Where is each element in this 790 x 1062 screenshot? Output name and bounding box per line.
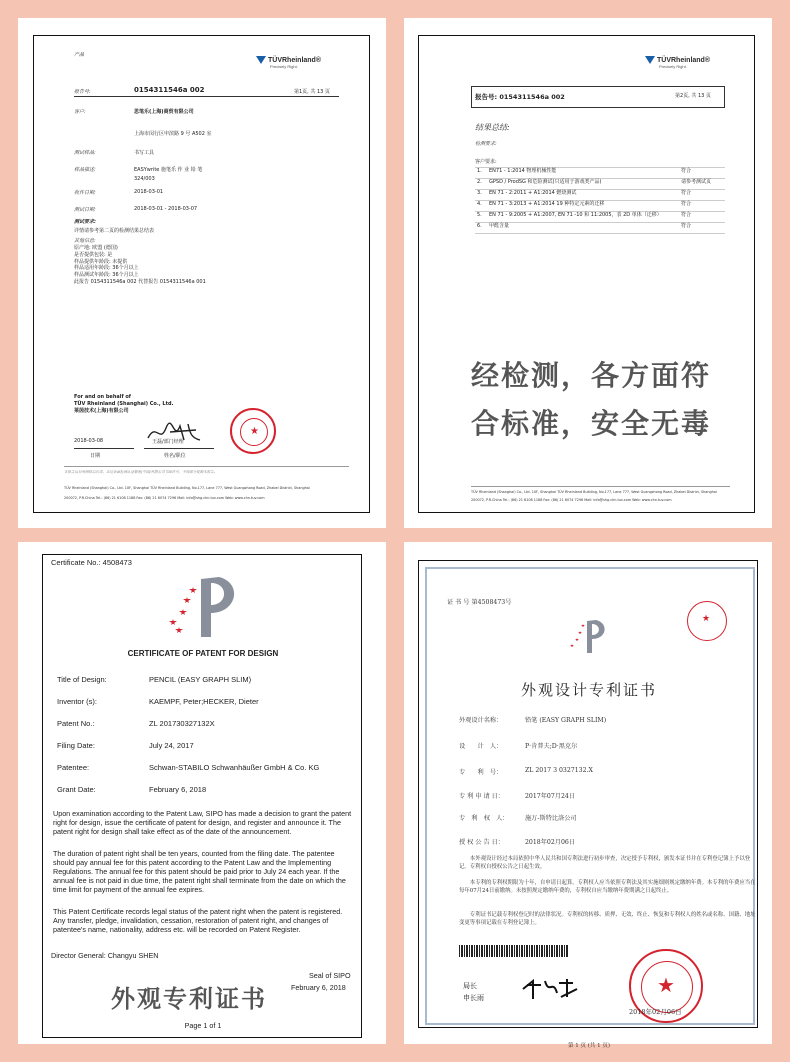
page-number: 第2页, 共 13 页 <box>675 93 711 99</box>
received-date: 2018-03-01 <box>134 189 164 195</box>
cert-paragraph-3: This Patent Certificate records legal status of the patent right when the patent is registered. Any transfer, pledge, invalidation, cessation, restoration of patent right, and changes of patentee's name, nationality, address etc. will be recorded on Patent Register. <box>53 907 343 934</box>
tuv-triangle-icon <box>256 56 266 64</box>
field-label: 授 权 公 告 日： <box>459 839 504 846</box>
table-row: 4. EN 71 - 3:2013 + A1:2014 19 种特定元素的迁移 符合 <box>475 200 725 211</box>
product-label: 产品 <box>74 52 85 58</box>
director: Director General: Changyu SHEN <box>51 951 159 960</box>
report-panel-2 <box>404 18 772 528</box>
cert-paragraph-1: 本外观设计经过本局依照中华人民共和国专利法进行初步审查，决定授予专利权，颁发本证书并在专利登记簿上予以登记。专利权自授权公告之日起生效。 <box>459 856 751 871</box>
page-number: 第1页, 共 13 页 <box>294 89 330 95</box>
seal-date: 2018年02月06日 <box>629 1008 682 1016</box>
national-seal: ★ <box>629 949 703 1023</box>
sipo-logo-icon <box>565 617 611 657</box>
cert-number: 证 书 号 第4508473号 <box>447 599 512 606</box>
seal: Seal of SIPO <box>309 971 351 980</box>
period-label: 测试日期: <box>74 207 96 213</box>
cert-paragraph-3: 专利证书记载专利权登记时的法律状况。专利权的转移、质押、无效、终止、恢复和专利权人的姓名或名称、国籍、地址变更等事项记载在专利登记簿上。 <box>459 912 756 927</box>
table-row: 1. EN71 - 1:2014 物理机械性能 符合 <box>475 167 725 178</box>
other-info-line: 是否提供包装: 是 <box>74 251 113 258</box>
received-label: 收件日期: <box>74 190 96 196</box>
test-period: 2018-03-01 - 2018-03-07 <box>134 206 198 212</box>
director-title: 局长 <box>463 982 477 990</box>
field-value: 2018年02月06日 <box>525 839 576 846</box>
report-panel-1 <box>18 18 386 528</box>
field-label: 专 利 号： <box>459 769 503 776</box>
section-label: 检测要求: <box>475 141 497 147</box>
test-item-label: 测试样品: <box>74 150 96 156</box>
field-value: PENCIL (EASY GRAPH SLIM) <box>149 675 252 684</box>
barcode <box>459 945 569 957</box>
field-label: Filing Date: <box>57 741 95 750</box>
report-no-label: 报告号: <box>74 89 91 95</box>
table-row: 5. EN 71 - 9:2005 + A1:2007, EN 71 -10 和 11:2005，表 2D 单体（迁移） 符合 <box>475 211 725 222</box>
tuv-logo: TÜVRheinland® Precisely Right. <box>645 56 710 69</box>
footer-divider <box>471 486 730 487</box>
divider <box>74 96 339 97</box>
field-label: 外观设计名称： <box>459 717 503 724</box>
summary-table <box>475 167 725 234</box>
other-info-label: 其他信息: <box>74 238 96 244</box>
other-info-line: 样品适用年龄段: 36个月以上 <box>74 265 139 272</box>
sample-code: 324/003 <box>134 176 155 182</box>
footer-note: 本报告仅对所测样品负责。未经莱茵检测认证服务(中国)有限公司书面许可，不得部分复制本报告。 <box>64 470 218 474</box>
field-value: KAEMPF, Peter;HECKER, Dieter <box>149 697 259 706</box>
cert-en-page <box>42 554 362 1038</box>
cert-paragraph-2: The duration of patent right shall be ten years, counted from the filing date. The patentee should pay annual fee for this patent according to the Patent Law and the Implementing Regulations. The annual fee for this patent should be paid prior to July 24 each year. If the annual fee is not paid in due time, the patent right shall terminate from the date on which the time limit for payment of the annual fee expires. <box>53 849 346 894</box>
big-chinese-title: 外观专利证书 <box>111 985 267 1013</box>
cert-title: 外观设计专利证书 <box>520 681 657 699</box>
other-info-list <box>74 245 324 286</box>
field-label: 设 计 人： <box>459 743 503 750</box>
other-info-line: 原产地: 欧盟 (德国) <box>74 245 118 251</box>
date-label: 日期 <box>90 453 101 459</box>
field-value: Schwan-STABILO Schwanhäußer GmbH & Co. KG <box>149 763 320 772</box>
sign-line <box>144 448 214 449</box>
tuv-logo: TÜVRheinland® Precisely Right. <box>256 56 321 69</box>
cert-title: CERTIFICATE OF PATENT FOR DESIGN <box>127 649 279 658</box>
report-no: 0154311546a 002 <box>134 86 205 94</box>
footer-divider <box>64 466 349 467</box>
sample-desc-label: 样品描述: <box>74 167 96 173</box>
company-stamp: ★ <box>230 408 276 454</box>
field-label: 专 利 申 请 日： <box>459 793 504 800</box>
test-item: 书写工具 <box>134 150 155 156</box>
field-value: 铅笔 (EASY GRAPH SLIM) <box>525 717 607 724</box>
field-label: Grant Date: <box>57 785 96 794</box>
field-value: 2017年07月24日 <box>525 793 576 800</box>
cert-cn-panel <box>404 542 772 1049</box>
cert-number: Certificate No.: 4508473 <box>51 558 132 567</box>
other-info-line: 样品提供年龄段: 未提供 <box>74 258 128 265</box>
page-number: Page 1 of 1 <box>184 1021 222 1030</box>
behalf-block <box>74 394 173 414</box>
sipo-logo-icon <box>161 573 247 643</box>
field-value: 施万-斯特比洛公司 <box>525 815 577 822</box>
table-row: 2. GPSD / ProdSG 和危险测试(只适用于游戏类产品) 请参考测试页 <box>475 178 725 189</box>
cert-paragraph-2: 本专利的专利权期限为十年，自申请日起算。专利权人应当依照专利法及其实施细则规定缴纳年费。本专利的年费应当在每年07月24日前缴纳。未按照规定缴纳年费的，专利权自应当缴纳年费期满之日起终止。 <box>459 880 756 895</box>
behalf-line: For and on behalf of <box>74 394 131 400</box>
director-signature <box>519 975 589 1001</box>
report-no: 报告号: 0154311546a 002 <box>475 93 565 101</box>
client-label: 客户: <box>74 109 86 115</box>
summary-title: 结果总结: <box>475 123 510 132</box>
date-line <box>74 448 134 449</box>
footer-contact: 200072, P.R.China Tel.: (86) 21 6108 1188 Fax: (86) 21 6074 7296 Mail: info@shg.chn.tuv.com Web: www.chn.tuv.com <box>471 498 672 502</box>
sample-desc: EASYwrite 施笔乐 作 业 铅 笔 <box>134 167 203 173</box>
field-value: July 24, 2017 <box>149 741 194 750</box>
signer: 王磊/部门经理 <box>152 439 184 445</box>
table-row: 3. EN 71 - 2:2011 + A1:2014 燃烧测试 符合 <box>475 189 725 200</box>
page-number: 第 1 页 (共 1 页) <box>567 1043 611 1049</box>
cert-cn-frame <box>418 560 758 1049</box>
report-page-2 <box>418 35 755 513</box>
company-en: TÜV Rheinland (Shanghai) Co., Ltd. <box>74 400 174 407</box>
seal-date: February 6, 2018 <box>291 983 346 992</box>
field-label: Title of Design: <box>57 675 107 684</box>
client-name: 思笔乐(上海)商贸有限公司 <box>134 109 194 115</box>
slogan-line-1: 经检测，各方面符 <box>471 359 712 392</box>
field-label: 专 利 权 人： <box>459 815 509 822</box>
other-info-line: 样品测试年龄段: 36个月以上 <box>74 272 139 278</box>
other-info-line: 此报告 0154311546a 002 代替报告 0154311546a 001 <box>74 278 206 285</box>
field-label: Patentee: <box>57 763 90 772</box>
client-requirement: 客户要求: <box>475 159 497 165</box>
cert-paragraph-1: Upon examination according to the Patent Law, SIPO has made a decision to grant the patent right for design, issue the certificate of patent for design, and register and announce it. The patent right for design shall take effect as of the date of the announcement. <box>53 809 352 836</box>
slogan-line-2: 合标准，安全无毒 <box>471 407 712 440</box>
tuv-triangle-icon <box>645 56 655 64</box>
report-date: 2018-03-08 <box>74 438 104 444</box>
director-name: 申长雨 <box>463 994 484 1002</box>
field-value: P·肯普夫;D·黑克尔 <box>525 743 578 750</box>
requirement: 详情请参考第二页的检测结果总结表 <box>74 228 155 234</box>
requirement-label: 测试要求: <box>74 219 96 225</box>
field-value: February 6, 2018 <box>149 785 207 794</box>
footer-contact: 200072, P.R.China Tel.: (86) 21 6108 1188 Fax: (86) 21 6074 7296 Mail: info@shg.chn.tuv.com Web: www.chn.tuv.com <box>64 496 265 500</box>
field-label: Inventor (s): <box>57 697 98 706</box>
field-label: Patent No.: <box>57 719 95 728</box>
field-value: ZL 2017 3 0327132.X <box>525 767 593 774</box>
field-value: ZL 201730327132X <box>149 719 215 728</box>
footer-address: TÜV Rheinland (Shanghai) Co., Ltd. 10F, Shanghai TÜV Rheinland Building, No.177, Lane 777, West Guangzhong Road, Zhabei District, Shanghai <box>471 490 717 494</box>
client-address: 上海市闵行区申滨路 9 号 A502 室 <box>134 131 212 137</box>
table-row: 6. 甲醛含量 符合 <box>475 222 725 234</box>
company-cn: 莱茵技术(上海)有限公司 <box>74 407 129 414</box>
report-page-1 <box>33 35 370 513</box>
cert-en-panel <box>18 542 386 1044</box>
sign-label: 姓名/职位 <box>164 453 186 459</box>
top-right-seal: ★ <box>687 601 727 641</box>
footer-address: TÜV Rheinland (Shanghai) Co., Ltd. 10F, Shanghai TÜV Rheinland Building, No.177, Lane 777, West Guangzhong Road, Zhabei District, Shanghai <box>64 486 310 490</box>
